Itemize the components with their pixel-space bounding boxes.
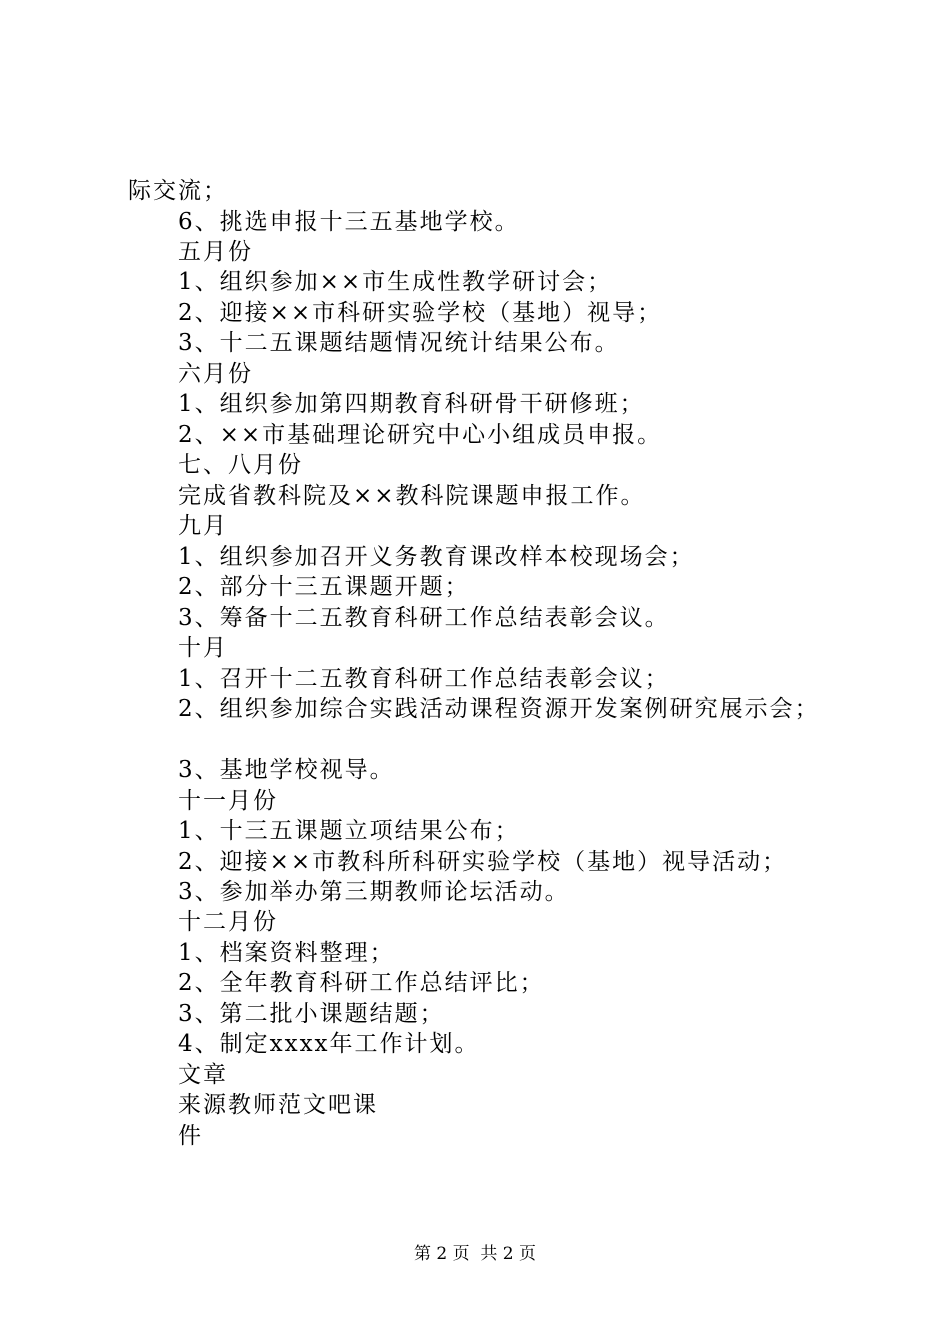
text-line: 4、制定xxxx年工作计划。 (178, 1031, 480, 1057)
text-line: 6、挑选申报十三五基地学校。 (178, 209, 520, 235)
text-line: 际交流； (128, 178, 228, 204)
text-line: 1、组织参加××市生成性教学研讨会； (178, 269, 613, 295)
text-line: 完成省教科院及××教科院课题申报工作。 (178, 483, 646, 509)
section-heading: 十月 (178, 635, 228, 661)
text-line: 2、迎接××市科研实验学校（基地）视导； (178, 300, 663, 326)
text-line: 1、组织参加第四期教育科研骨干研修班； (178, 391, 645, 417)
section-heading: 十二月份 (178, 909, 278, 935)
text-line: 3、筹备十二五教育科研工作总结表彰会议。 (178, 605, 670, 631)
text-line: 2、组织参加综合实践活动课程资源开发案例研究展示会； (178, 696, 820, 722)
text-line: 3、基地学校视导。 (178, 757, 395, 783)
text-line: 1、档案资料整理； (178, 940, 395, 966)
section-heading: 十一月份 (178, 788, 278, 814)
text-line: 2、××市基础理论研究中心小组成员申报。 (178, 422, 663, 448)
text-line: 文章 (178, 1062, 228, 1088)
section-heading: 九月 (178, 513, 228, 539)
text-line: 2、部分十三五课题开题； (178, 574, 470, 600)
text-line: 1、组织参加召开义务教育课改样本校现场会； (178, 544, 695, 570)
text-line: 1、召开十二五教育科研工作总结表彰会议； (178, 666, 670, 692)
page-number-footer: 第 2 页 共 2 页 (413, 1244, 537, 1264)
text-line: 来源教师范文吧课 (178, 1092, 378, 1118)
section-heading: 七、八月份 (178, 452, 303, 478)
section-heading: 五月份 (178, 239, 253, 265)
text-line: 2、全年教育科研工作总结评比； (178, 970, 545, 996)
text-line: 2、迎接××市教科所科研实验学校（基地）视导活动； (178, 849, 788, 875)
text-line: 3、第二批小课题结题； (178, 1001, 445, 1027)
text-line: 1、十三五课题立项结果公布； (178, 818, 520, 844)
text-line: 件 (178, 1123, 203, 1149)
text-line: 3、参加举办第三期教师论坛活动。 (178, 879, 570, 905)
section-heading: 六月份 (178, 361, 253, 387)
text-line: 3、十二五课题结题情况统计结果公布。 (178, 330, 620, 356)
